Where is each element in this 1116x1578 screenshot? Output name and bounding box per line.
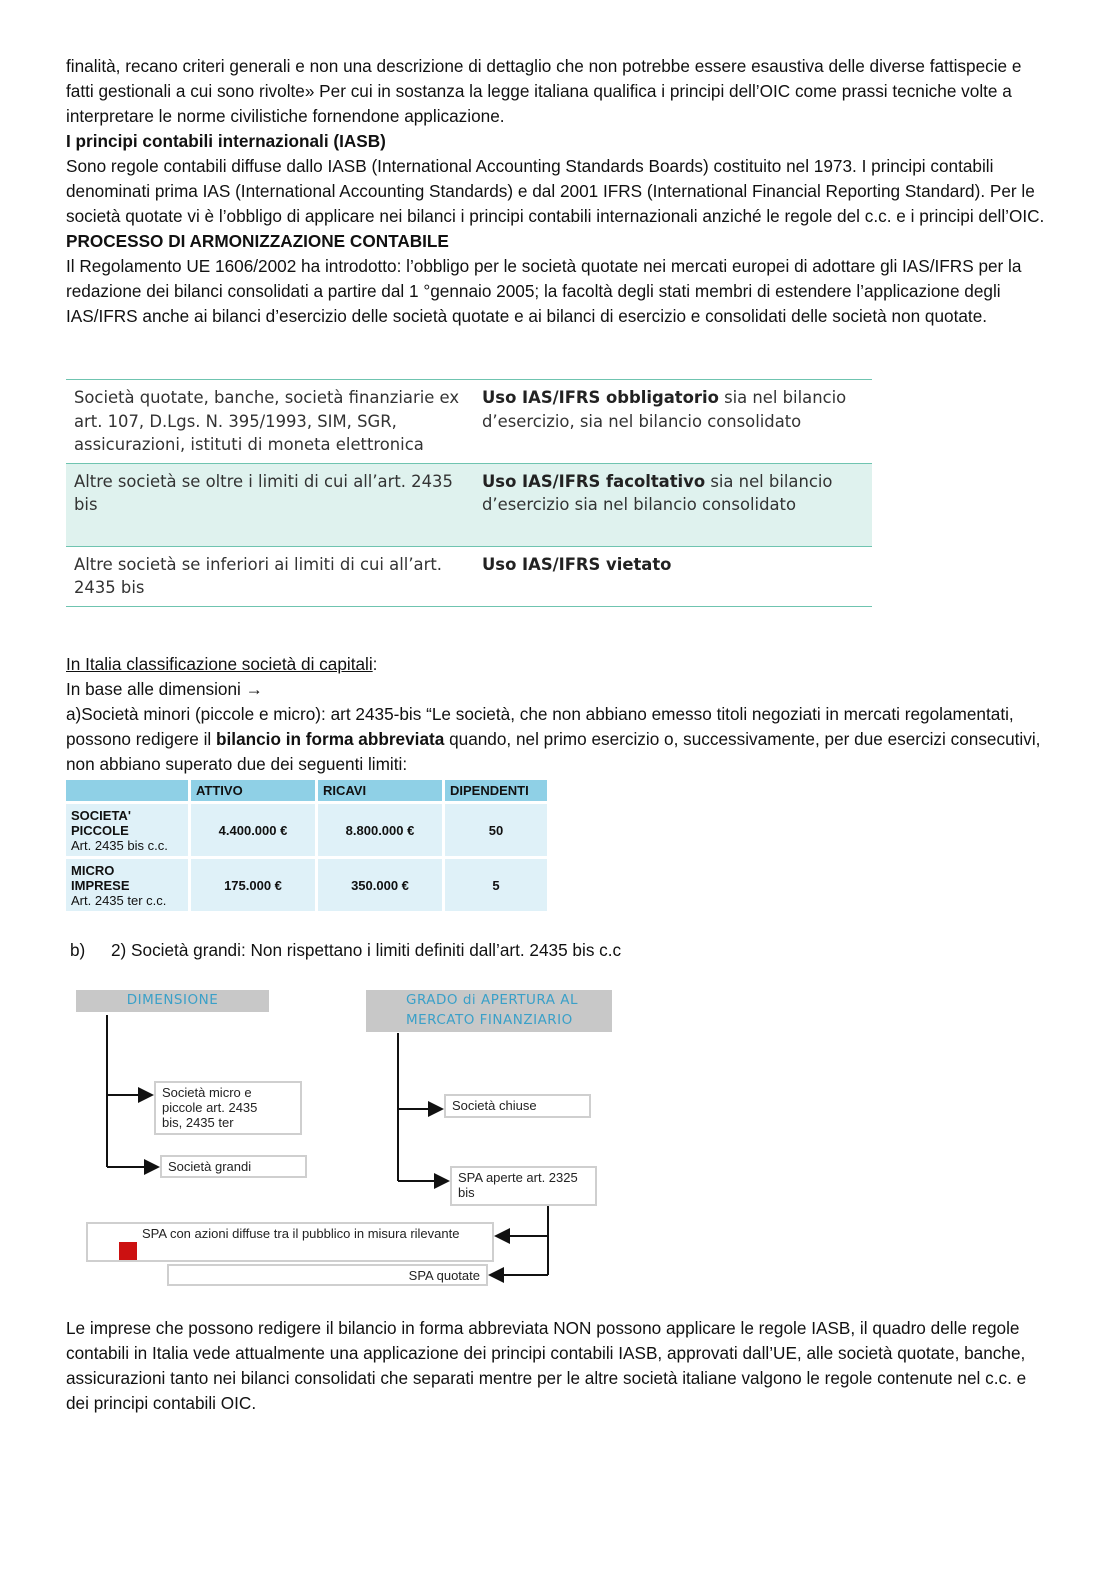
limits-row-title: MICRO IMPRESE Art. 2435 ter c.c. [66,859,188,911]
conclusion-paragraph: Le imprese che possono redigere il bilancio in forma abbreviata NON possono applicare le regole IASB, il quadro delle regole contabili in Italia vede attualmente una applicazione dei principi contabili IASB, approvati dall’UE, alle società quotate, banche, assicurazioni tanto nei bilanci consolidati che separati mentre per le altre società italiane valgono le regole contenute nel c.c. e dei principi contabili OIC. [66,1318,1027,1413]
iasb-paragraph: Sono regole contabili diffuse dallo IASB (International Accounting Standards Boards) costituito nel 1973. I principi contabili denominati prima IAS (International Accounting Standards) e dal 2001 IFRS (International Financial Reporting Standard). Per le società quotate vi è l’obbligo di applicare nei bilanci i principi contabili internazionali anziché le regole del c.c. e i principi dell’OIC. [66,156,1045,226]
grandi-text: 2) Società grandi: Non rispettano i limiti definiti dall’art. 2435 bis c.c [111,940,622,960]
limits-cell-attivo: 4.400.000 € [191,804,315,856]
box-societa-grandi: Società grandi [160,1155,307,1178]
limits-cell-dipendenti: 50 [445,804,547,856]
grandi-line [70,938,622,963]
ias-row-obbligatorio [66,380,872,464]
limits-cell-ricavi: 8.800.000 € [318,804,442,856]
iasb-heading: I principi contabili internazionali (IASB) [66,131,386,151]
intro-paragraph: finalità, recano criteri generali e non una descrizione di dettaglio che non potrebbe essere esaustiva delle diverse fattispecie e fatti gestionali a cui sono rivolte» Per cui in sostanza la legge italiana qualifica i principi dell’OIC come prassi tecniche volte a interpretare le norme civilistiche fornendone applicazione. [66,56,1022,126]
red-square-icon [119,1242,137,1260]
ias-row-right: Uso IAS/IFRS facoltativo sia nel bilancio d’esercizio sia nel bilancio consolidato [474,463,872,546]
ias-row-vietato [66,546,872,606]
limits-row-micro [66,859,547,911]
limits-header-dipendenti: DIPENDENTI [445,780,547,801]
limits-cell-dipendenti: 5 [445,859,547,911]
grado-apertura-header: GRADO di APERTURA AL MERCATO FINANZIARIO [366,990,612,1032]
limits-row-piccole [66,804,547,856]
grandi-marker: b) [70,940,86,960]
minori-paragraph: a)Società minori (piccole e micro): art 2435-bis “Le società, che non abbiano emesso titoli negoziati in mercati regolamentati, possono redigere il bilancio in forma abbreviata quando, nel primo esercizio o, successivamente, per due esercizi consecutivi, non abbiano superato due dei seguenti limiti: [66,704,1041,774]
conclusion-section [66,1316,1051,1416]
limits-header-attivo: ATTIVO [191,780,315,801]
ias-row-facoltativo [66,463,872,546]
limits-header-row [66,780,547,801]
ias-row-right: Uso IAS/IFRS vietato [482,554,672,574]
ias-row-right: Uso IAS/IFRS obbligatorio sia nel bilancio d’esercizio, sia nel bilancio consolidato [482,388,847,431]
dimension-line: In base alle dimensioni → [66,679,263,699]
ias-usage-table [66,379,872,607]
limits-header-ricavi: RICAVI [318,780,442,801]
classification-diagram [76,985,636,1290]
limits-table [63,777,550,914]
classification-heading-line: In Italia classificazione società di capitali: [66,654,378,674]
limits-header-empty [66,780,188,801]
limits-row-title: SOCIETA' PICCOLE Art. 2435 bis c.c. [66,804,188,856]
box-societa-chiuse: Società chiuse [444,1094,591,1118]
ias-row-left: Società quotate, banche, società finanziarie ex art. 107, D.Lgs. N. 395/1993, SIM, SGR, assicurazioni, istituti di moneta elettronica [74,388,460,454]
classification-section [66,652,1051,777]
ias-row-left: Altre società se inferiori ai limiti di cui all’art. 2435 bis [74,554,442,597]
box-spa-azioni-diffuse: SPA con azioni diffuse tra il pubblico in misura rilevante [86,1222,494,1262]
armonizzazione-paragraph: Il Regolamento UE 1606/2002 ha introdotto: l’obbligo per le società quotate nei mercati europei di adottare gli IAS/IFRS per la redazione dei bilanci consolidati a partire dal 1 °gennaio 2005; la facoltà degli stati membri di estendere l’applicazione degli IAS/IFRS anche ai bilanci d’esercizio delle società quotate e ai bilanci di esercizio e consolidati delle società non quotate. [66,256,1022,326]
box-spa-aperte: SPA aperte art. 2325 bis [450,1166,597,1206]
document-body [66,54,1051,329]
dimension-header: DIMENSIONE [76,990,269,1012]
armonizzazione-heading: PROCESSO DI ARMONIZZAZIONE CONTABILE [66,231,449,251]
ias-row-left: Altre società se oltre i limiti di cui all’art. 2435 bis [66,463,474,546]
limits-cell-ricavi: 350.000 € [318,859,442,911]
box-spa-quotate: SPA quotate [167,1264,488,1286]
box-societa-micro-piccole: Società micro e piccole art. 2435 bis, 2435 ter [154,1081,302,1135]
limits-cell-attivo: 175.000 € [191,859,315,911]
